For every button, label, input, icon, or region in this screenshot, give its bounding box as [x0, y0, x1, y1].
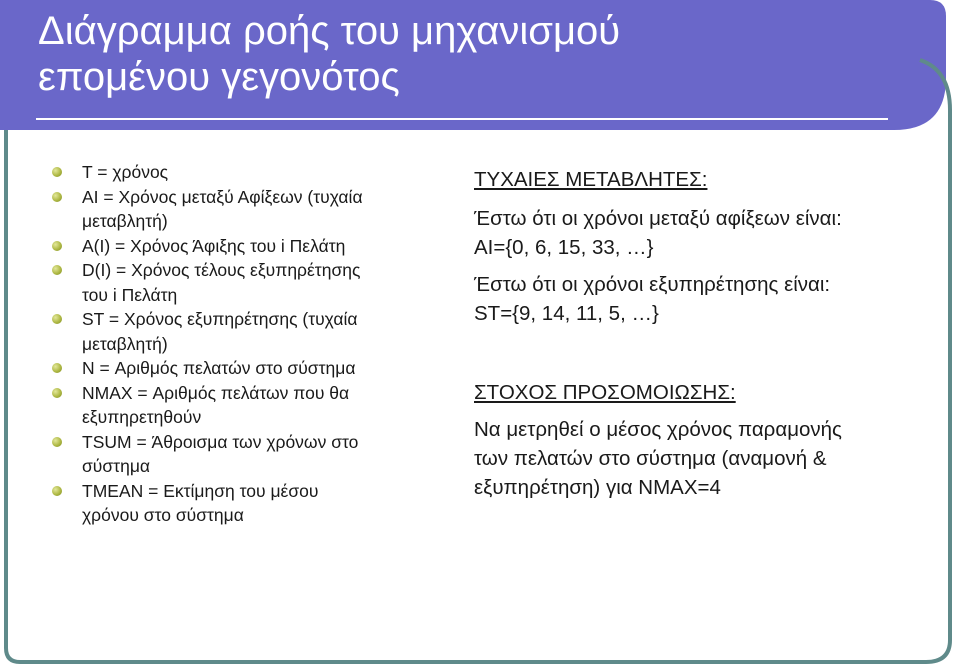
list-item-text: χρόνου στο σύστημα — [82, 505, 244, 525]
service-block — [474, 270, 944, 328]
service-values: ST={9, 14, 11, 5, …} — [474, 302, 659, 325]
list-item-text: T = χρόνος — [82, 162, 169, 182]
right-column — [474, 165, 944, 502]
list-item — [52, 479, 452, 528]
title-line: επομένου γεγονότος — [38, 55, 400, 99]
list-item — [52, 234, 452, 259]
goal-line: εξυπηρέτηση) για NMAX=4 — [474, 476, 721, 499]
bullet-icon — [52, 314, 62, 324]
bullet-icon — [52, 192, 62, 202]
list-item — [52, 307, 452, 356]
interarrival-block — [474, 204, 944, 262]
interarrival-values: AI={0, 6, 15, 33, …} — [474, 236, 654, 259]
list-item-text: σύστημα — [82, 456, 151, 476]
list-item — [52, 160, 452, 185]
simulation-goal-text — [474, 415, 944, 502]
slide-title — [38, 8, 918, 100]
list-item-text: του i Πελάτη — [82, 284, 178, 305]
bullet-icon — [52, 363, 62, 373]
bullet-icon — [52, 241, 62, 251]
bullet-icon — [52, 486, 62, 496]
list-item-text: ST = Χρόνος εξυπηρέτησης (τυχαία — [82, 309, 358, 329]
simulation-goal-heading: ΣΤΟΧΟΣ ΠΡΟΣΟΜΟΙΩΣΗΣ: — [474, 381, 736, 404]
bullet-icon — [52, 437, 62, 447]
list-item — [52, 258, 452, 307]
list-item-text: TMEAN = Εκτίμηση του μέσου — [82, 480, 319, 501]
random-variables-heading: ΤΥΧΑΙΕΣ ΜΕΤΑΒΛΗΤΕΣ: — [474, 168, 708, 191]
service-intro: Έστω ότι οι χρόνοι εξυπηρέτησης είναι: — [474, 273, 831, 296]
list-item — [52, 356, 452, 381]
list-item-text: μεταβλητή) — [82, 333, 168, 354]
list-item-text: AI = Χρόνος μεταξύ Αφίξεων (τυχαία — [82, 186, 363, 207]
bullet-icon — [52, 388, 62, 398]
list-item-text: εξυπηρετηθούν — [82, 407, 202, 427]
list-item-text: D(I) = Χρόνος τέλους εξυπηρέτησης — [82, 260, 361, 280]
list-item-text: TSUM = Άθροισμα των χρόνων στο — [82, 431, 359, 452]
definitions-list — [52, 160, 452, 528]
title-line: Διάγραμμα ροής του μηχανισμού — [38, 9, 621, 53]
goal-line: Να μετρηθεί ο μέσος χρόνος παραμονής — [474, 418, 842, 441]
goal-line: των πελατών στο σύστημα (αναμονή & — [474, 447, 827, 470]
list-item-text: μεταβλητή) — [82, 211, 168, 231]
interarrival-intro: Έστω ότι οι χρόνοι μεταξύ αφίξεων είναι: — [474, 207, 842, 230]
bullet-icon — [52, 265, 62, 275]
list-item-text: N = Αριθμός πελατών στο σύστημα — [82, 358, 356, 378]
list-item — [52, 185, 452, 234]
list-item-text: NMAX = Αριθμός πελάτων που θα — [82, 382, 350, 403]
bullet-icon — [52, 167, 62, 177]
list-item-text: A(I) = Χρόνος Άφιξης του i Πελάτη — [82, 235, 346, 256]
list-item — [52, 381, 452, 430]
list-item — [52, 430, 452, 479]
